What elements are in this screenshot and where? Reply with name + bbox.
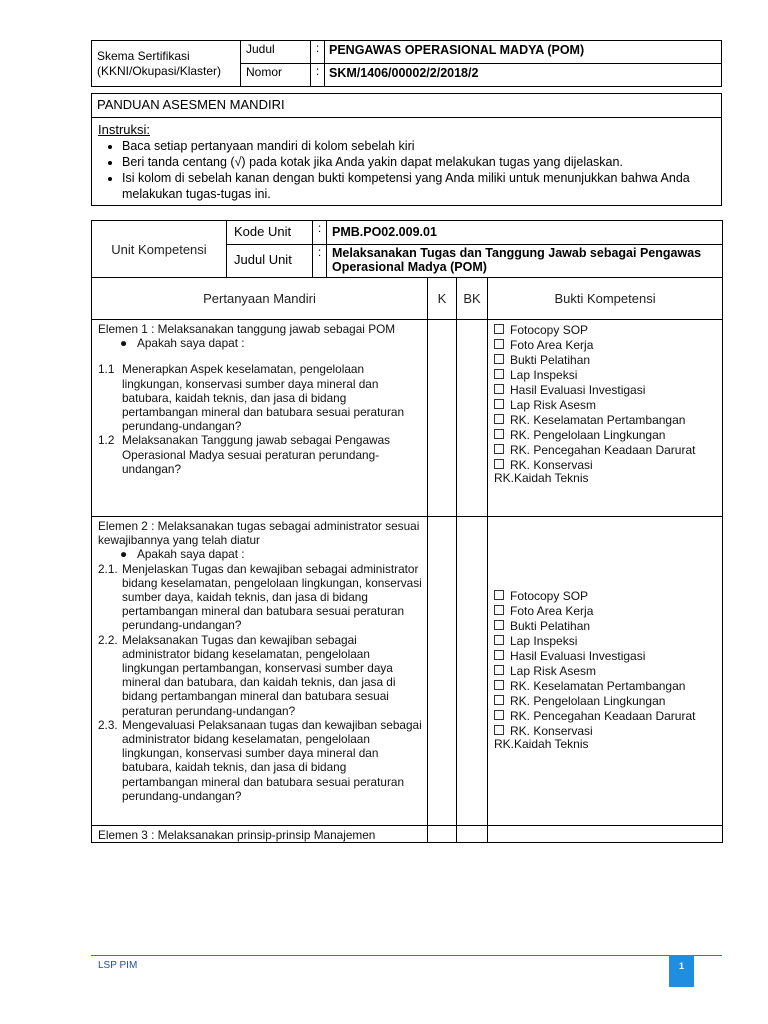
checkbox-icon xyxy=(494,384,504,394)
checkbox-icon xyxy=(494,710,504,720)
checkbox-icon xyxy=(494,339,504,349)
bukti-item[interactable]: Bukti Pelatihan xyxy=(494,619,722,634)
checkbox-icon xyxy=(494,620,504,630)
checkbox-icon xyxy=(494,324,504,334)
elemen2-cell xyxy=(92,517,428,826)
checkbox-icon xyxy=(494,399,504,409)
elemen2-title: Elemen 2 : Melaksanakan tugas sebagai administrator sesuai kewajibannya yang telah diatur xyxy=(98,519,420,548)
bukti-item[interactable]: Hasil Evaluasi Investigasi xyxy=(494,383,722,398)
judul-colon: : xyxy=(311,41,325,64)
bukti-item[interactable]: RK. Pencegahan Keadaan Darurat xyxy=(494,443,722,458)
checkbox-icon xyxy=(494,414,504,424)
question-2-2: 2.2. Melaksanakan Tugas dan kewajiban sebagai administrator bidang keselamatan, pengelolaan lingkungan pertambangan, konservasi sumber daya mineral dan batubara, dan kaidah teknis, dan jasa di bidang pertambangan mineral dan batubara sesuai peraturan perundang-undangan? xyxy=(98,632,396,718)
page-number: 1 xyxy=(669,955,694,987)
nomor-value: SKM/1406/00002/2/2018/2 xyxy=(325,64,722,87)
bukti-item[interactable]: RK. Pencegahan Keadaan Darurat xyxy=(494,709,722,724)
kode-colon: : xyxy=(313,221,327,245)
panduan-title: PANDUAN ASESMEN MANDIRI xyxy=(92,94,722,118)
question-1-1: 1.1 Menerapkan Aspek keselamatan, pengelolaan lingkungan, konservasi sumber daya mineral dan batubara, kaidah teknis, dan jasa di bidang pertambangan mineral dan batubara sesuai peraturan perundang-undangan? xyxy=(98,362,405,434)
elemen1-bukti-cell xyxy=(488,320,723,517)
footer-org: LSP PIM xyxy=(98,960,138,971)
bukti-item[interactable]: Lap Risk Asesm xyxy=(494,664,722,679)
skema-line1: Skema Sertifikasi xyxy=(97,48,190,63)
bukti-item[interactable]: RK. Konservasi xyxy=(494,724,722,739)
checkbox-icon xyxy=(494,444,504,454)
judul-unit-label: Judul Unit xyxy=(227,245,313,278)
bukti-item[interactable]: Hasil Evaluasi Investigasi xyxy=(494,649,722,664)
elemen2-bukti-cell xyxy=(488,517,723,826)
checkbox-icon xyxy=(494,650,504,660)
elemen1-k-cell[interactable] xyxy=(428,320,457,517)
instruksi-item: • Baca setiap pertanyaan mandiri di kolom sebelah kiri xyxy=(122,138,715,154)
elemen3-title: Elemen 3 : Melaksanakan prinsip-prinsip Manajemen xyxy=(98,828,376,842)
bukti-item[interactable]: RK. Konservasi xyxy=(494,458,722,473)
elemen3-bukti-cell xyxy=(488,826,723,843)
elemen2-k-cell[interactable] xyxy=(428,517,457,826)
bukti-item[interactable]: RK. Pengelolaan Lingkungan xyxy=(494,428,722,443)
checkbox-icon xyxy=(494,605,504,615)
checkbox-icon xyxy=(494,635,504,645)
elemen3-bk-cell[interactable] xyxy=(457,826,488,843)
unit-table xyxy=(91,220,723,843)
panduan-table xyxy=(91,93,722,206)
checkbox-icon xyxy=(494,459,504,469)
judul-unit-value: Melaksanakan Tugas dan Tanggung Jawab sebagai Pengawas Operasional Madya (POM) xyxy=(327,245,723,278)
judul-value: PENGAWAS OPERASIONAL MADYA (POM) xyxy=(325,41,722,64)
instruksi-item: • Beri tanda centang (√) pada kotak jika Anda yakin dapat melakukan tugas yang dijelaskan. xyxy=(122,154,715,170)
checkbox-icon xyxy=(494,354,504,364)
unit-kompetensi-label: Unit Kompetensi xyxy=(92,221,227,278)
bukti-item[interactable]: RK. Keselamatan Pertambangan xyxy=(494,413,722,428)
kode-unit-value: PMB.PO02.009.01 xyxy=(327,221,723,245)
instruksi-heading: Instruksi: xyxy=(98,122,151,137)
bukti-item[interactable]: Lap Inspeksi xyxy=(494,634,722,649)
bukti-item[interactable]: Fotocopy SOP xyxy=(494,589,722,604)
checkbox-icon xyxy=(494,590,504,600)
nomor-label: Nomor xyxy=(241,64,311,87)
kode-unit-label: Kode Unit xyxy=(227,221,313,245)
checkbox-icon xyxy=(494,680,504,690)
question-2-1: 2.1. Menjelaskan Tugas dan kewajiban sebagai administrator bidang keselamatan, pengelolaan lingkungan, konservasi sumber daya, kaidah teknis, dan jasa di bidang pertambangan mineral dan batubara sesuai peraturan perundang-undangan? xyxy=(98,561,422,633)
bukti-item[interactable]: Lap Risk Asesm xyxy=(494,398,722,413)
header-table xyxy=(91,40,722,87)
question-1-2: 1.2 Melaksanakan Tanggung jawab sebagai Pengawas Operasional Madya sesuai peraturan perundang-undangan? xyxy=(98,433,391,476)
bukti-last: RK.Kaidah Teknis xyxy=(494,471,589,485)
instruksi-item: • Isi kolom di sebelah kanan dengan bukti kompetensi yang Anda miliki untuk menunjukkan bahwa Anda melakukan tugas-tugas ini. xyxy=(122,170,715,202)
checkbox-icon xyxy=(494,369,504,379)
footer-divider xyxy=(91,955,722,956)
k-header: K xyxy=(428,278,457,320)
bukti-last: RK.Kaidah Teknis xyxy=(494,737,589,751)
bukti-item[interactable]: Foto Area Kerja xyxy=(494,604,722,619)
elemen1-bullet: ● Apakah saya dapat : xyxy=(120,336,245,351)
instruksi-cell xyxy=(92,118,722,206)
nomor-colon: : xyxy=(311,64,325,87)
checkbox-icon xyxy=(494,725,504,735)
judul-label: Judul xyxy=(241,41,311,64)
checkbox-icon xyxy=(494,429,504,439)
checkbox-icon xyxy=(494,665,504,675)
elemen2-bk-cell[interactable] xyxy=(457,517,488,826)
checkbox-icon xyxy=(494,695,504,705)
bukti-item[interactable]: Lap Inspeksi xyxy=(494,368,722,383)
elemen1-title: Elemen 1 : Melaksanakan tanggung jawab sebagai POM xyxy=(98,322,396,336)
bukti-header: Bukti Kompetensi xyxy=(488,278,723,320)
bukti-item[interactable]: Fotocopy SOP xyxy=(494,323,722,338)
skema-cell xyxy=(92,41,241,87)
elemen3-k-cell[interactable] xyxy=(428,826,457,843)
judul-unit-colon: : xyxy=(313,245,327,278)
skema-line2: (KKNI/Okupasi/Klaster) xyxy=(97,63,222,78)
bk-header: BK xyxy=(457,278,488,320)
bukti-item[interactable]: RK. Keselamatan Pertambangan xyxy=(494,679,722,694)
bukti-item[interactable]: Bukti Pelatihan xyxy=(494,353,722,368)
question-2-3: 2.3. Mengevaluasi Pelaksanaan tugas dan kewajiban sebagai administrator bidang keselamatan, pengelolaan lingkungan, konservasi sumber daya mineral dan batubara, kaidah teknis, dan jasa di bidang pertambangan mineral dan batubara sesuai peraturan perundang-undangan? xyxy=(98,717,422,803)
bukti-item[interactable]: RK. Pengelolaan Lingkungan xyxy=(494,694,722,709)
instruksi-list xyxy=(98,138,715,202)
elemen2-bullet: ● Apakah saya dapat : xyxy=(120,547,245,562)
elemen1-cell xyxy=(92,320,428,517)
bukti-item[interactable]: Foto Area Kerja xyxy=(494,338,722,353)
elemen3-cell xyxy=(92,826,428,843)
pertanyaan-header: Pertanyaan Mandiri xyxy=(92,278,428,320)
elemen1-bk-cell[interactable] xyxy=(457,320,488,517)
